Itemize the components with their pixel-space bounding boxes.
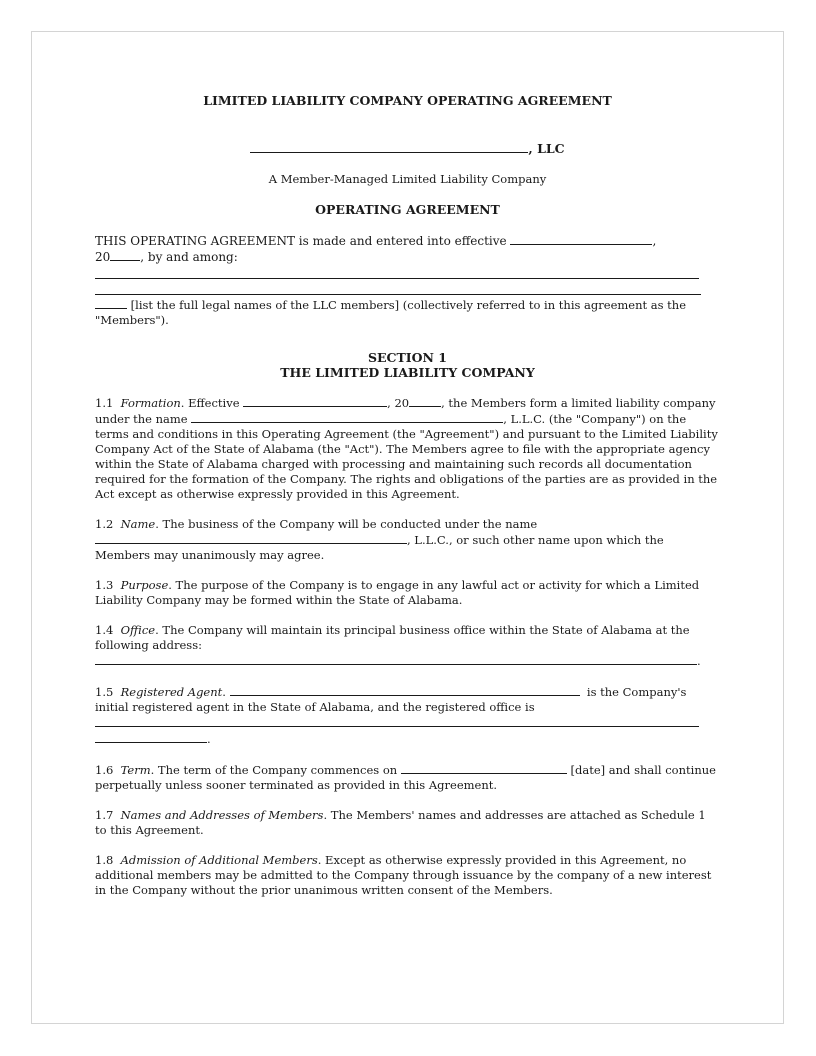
registered-agent-blank[interactable] xyxy=(230,684,580,696)
clause-number: 1.2 xyxy=(95,517,114,531)
effective-date-blank[interactable] xyxy=(510,233,652,245)
clause-text: . xyxy=(207,732,211,746)
clause-number: 1.7 xyxy=(95,808,114,822)
clause-1-4 xyxy=(95,623,720,669)
formation-year-blank[interactable] xyxy=(409,395,441,407)
members-names-blank-2[interactable] xyxy=(95,281,701,295)
clause-number: 1.5 xyxy=(95,685,114,699)
clause-number: 1.4 xyxy=(95,623,114,637)
clause-1-2 xyxy=(95,517,720,563)
intro-text-2: , by and among: xyxy=(140,250,238,264)
clause-label: Name xyxy=(120,517,156,531)
members-names-blank-1[interactable] xyxy=(95,265,699,279)
registered-office-blank-2[interactable] xyxy=(95,731,207,743)
clause-1-8 xyxy=(95,853,720,898)
formation-date-blank[interactable] xyxy=(243,395,387,407)
clause-text: , the Members form a limited liability company under the name xyxy=(95,396,716,426)
clause-text: . Except as otherwise expressly provided in this Agreement, no additional members may be admitted to the Company through issuance by the company of a new interest in the Company without the prior unanimous written consent of the Members. xyxy=(95,853,712,897)
llc-name-blank[interactable] xyxy=(250,141,528,153)
members-names-blank-3[interactable] xyxy=(95,297,127,309)
clause-label: Purpose xyxy=(120,578,169,592)
clause-label: Names and Addresses of Members xyxy=(120,808,324,822)
clause-text: . The Members' names and addresses are attached as Schedule 1 to this Agreement. xyxy=(95,808,706,837)
operating-agreement-heading: OPERATING AGREEMENT xyxy=(315,202,500,217)
clause-text: , L.L.C., or such other name upon which the Members may unanimously may agree. xyxy=(95,533,664,562)
year-blank[interactable] xyxy=(110,249,140,261)
section-1-heading xyxy=(95,350,720,380)
clause-text: . The Company will maintain its principal business office within the State of Alabama at the following address: xyxy=(95,623,690,652)
document-title: LIMITED LIABILITY COMPANY OPERATING AGREEMENT xyxy=(203,93,612,108)
clause-1-5 xyxy=(95,684,720,747)
clause-text: [date] and shall continue perpetually unless sooner terminated as provided in this Agreement. xyxy=(95,763,716,792)
section-title: THE LIMITED LIABILITY COMPANY xyxy=(280,365,535,380)
clause-1-7 xyxy=(95,808,720,838)
intro-paragraph xyxy=(95,233,720,328)
clause-text: . xyxy=(222,685,226,699)
clause-label: Registered Agent xyxy=(120,685,223,699)
clause-text: , L.L.C. (the "Company") on the terms and conditions in this Operating Agreement (the "Agreement") and pursuant to the Limited Liability Company Act of the State of Alabama (the "Act"). The Members agree to file with the appropriate agency within the State of Alabama charged with processing and maintaining such records all documentation required for the formation of the Company. The rights and obligations of the parties are as provided in the Act except as otherwise expressly provided in this Agreement. xyxy=(95,412,718,501)
clause-label: Formation xyxy=(120,396,181,410)
clause-text: . Effective xyxy=(180,396,240,410)
clause-1-6 xyxy=(95,762,720,793)
llc-suffix: , LLC xyxy=(528,141,565,156)
clause-number: 1.3 xyxy=(95,578,114,592)
clause-text: , 20 xyxy=(387,396,410,410)
clause-1-3 xyxy=(95,578,720,608)
clause-text: . The business of the Company will be conducted under the name xyxy=(155,517,538,531)
clause-number: 1.8 xyxy=(95,853,114,867)
intro-comma: , xyxy=(652,234,657,248)
office-address-blank[interactable] xyxy=(95,653,697,665)
section-number: SECTION 1 xyxy=(367,350,448,365)
document-subtitle: A Member-Managed Limited Liability Company xyxy=(268,172,547,186)
business-name-blank[interactable] xyxy=(95,532,407,544)
company-name-blank[interactable] xyxy=(191,411,503,423)
registered-office-blank-1[interactable] xyxy=(95,715,699,727)
clause-number: 1.1 xyxy=(95,396,114,410)
intro-text-1: THIS OPERATING AGREEMENT is made and entered into effective xyxy=(95,234,507,248)
term-date-blank[interactable] xyxy=(401,762,567,774)
clause-text: . The purpose of the Company is to engage in any lawful act or activity for which a Limited Liability Company may be formed within the State of Alabama. xyxy=(95,578,700,607)
llc-name-line xyxy=(95,141,720,156)
clause-text: is the Company's initial registered agent in the State of Alabama, and the registered office is xyxy=(95,685,687,714)
clause-label: Office xyxy=(120,623,156,637)
clause-text: . The term of the Company commences on xyxy=(150,763,398,777)
document-body xyxy=(95,93,720,913)
clause-label: Admission of Additional Members xyxy=(120,853,318,867)
intro-text-3: [list the full legal names of the LLC members] (collectively referred to in this agreement as the "Members"). xyxy=(95,298,687,327)
clause-1-1 xyxy=(95,395,720,502)
clause-text: . xyxy=(697,654,701,668)
clause-number: 1.6 xyxy=(95,763,114,777)
intro-year-prefix: 20 xyxy=(95,250,111,264)
clause-label: Term xyxy=(120,763,151,777)
